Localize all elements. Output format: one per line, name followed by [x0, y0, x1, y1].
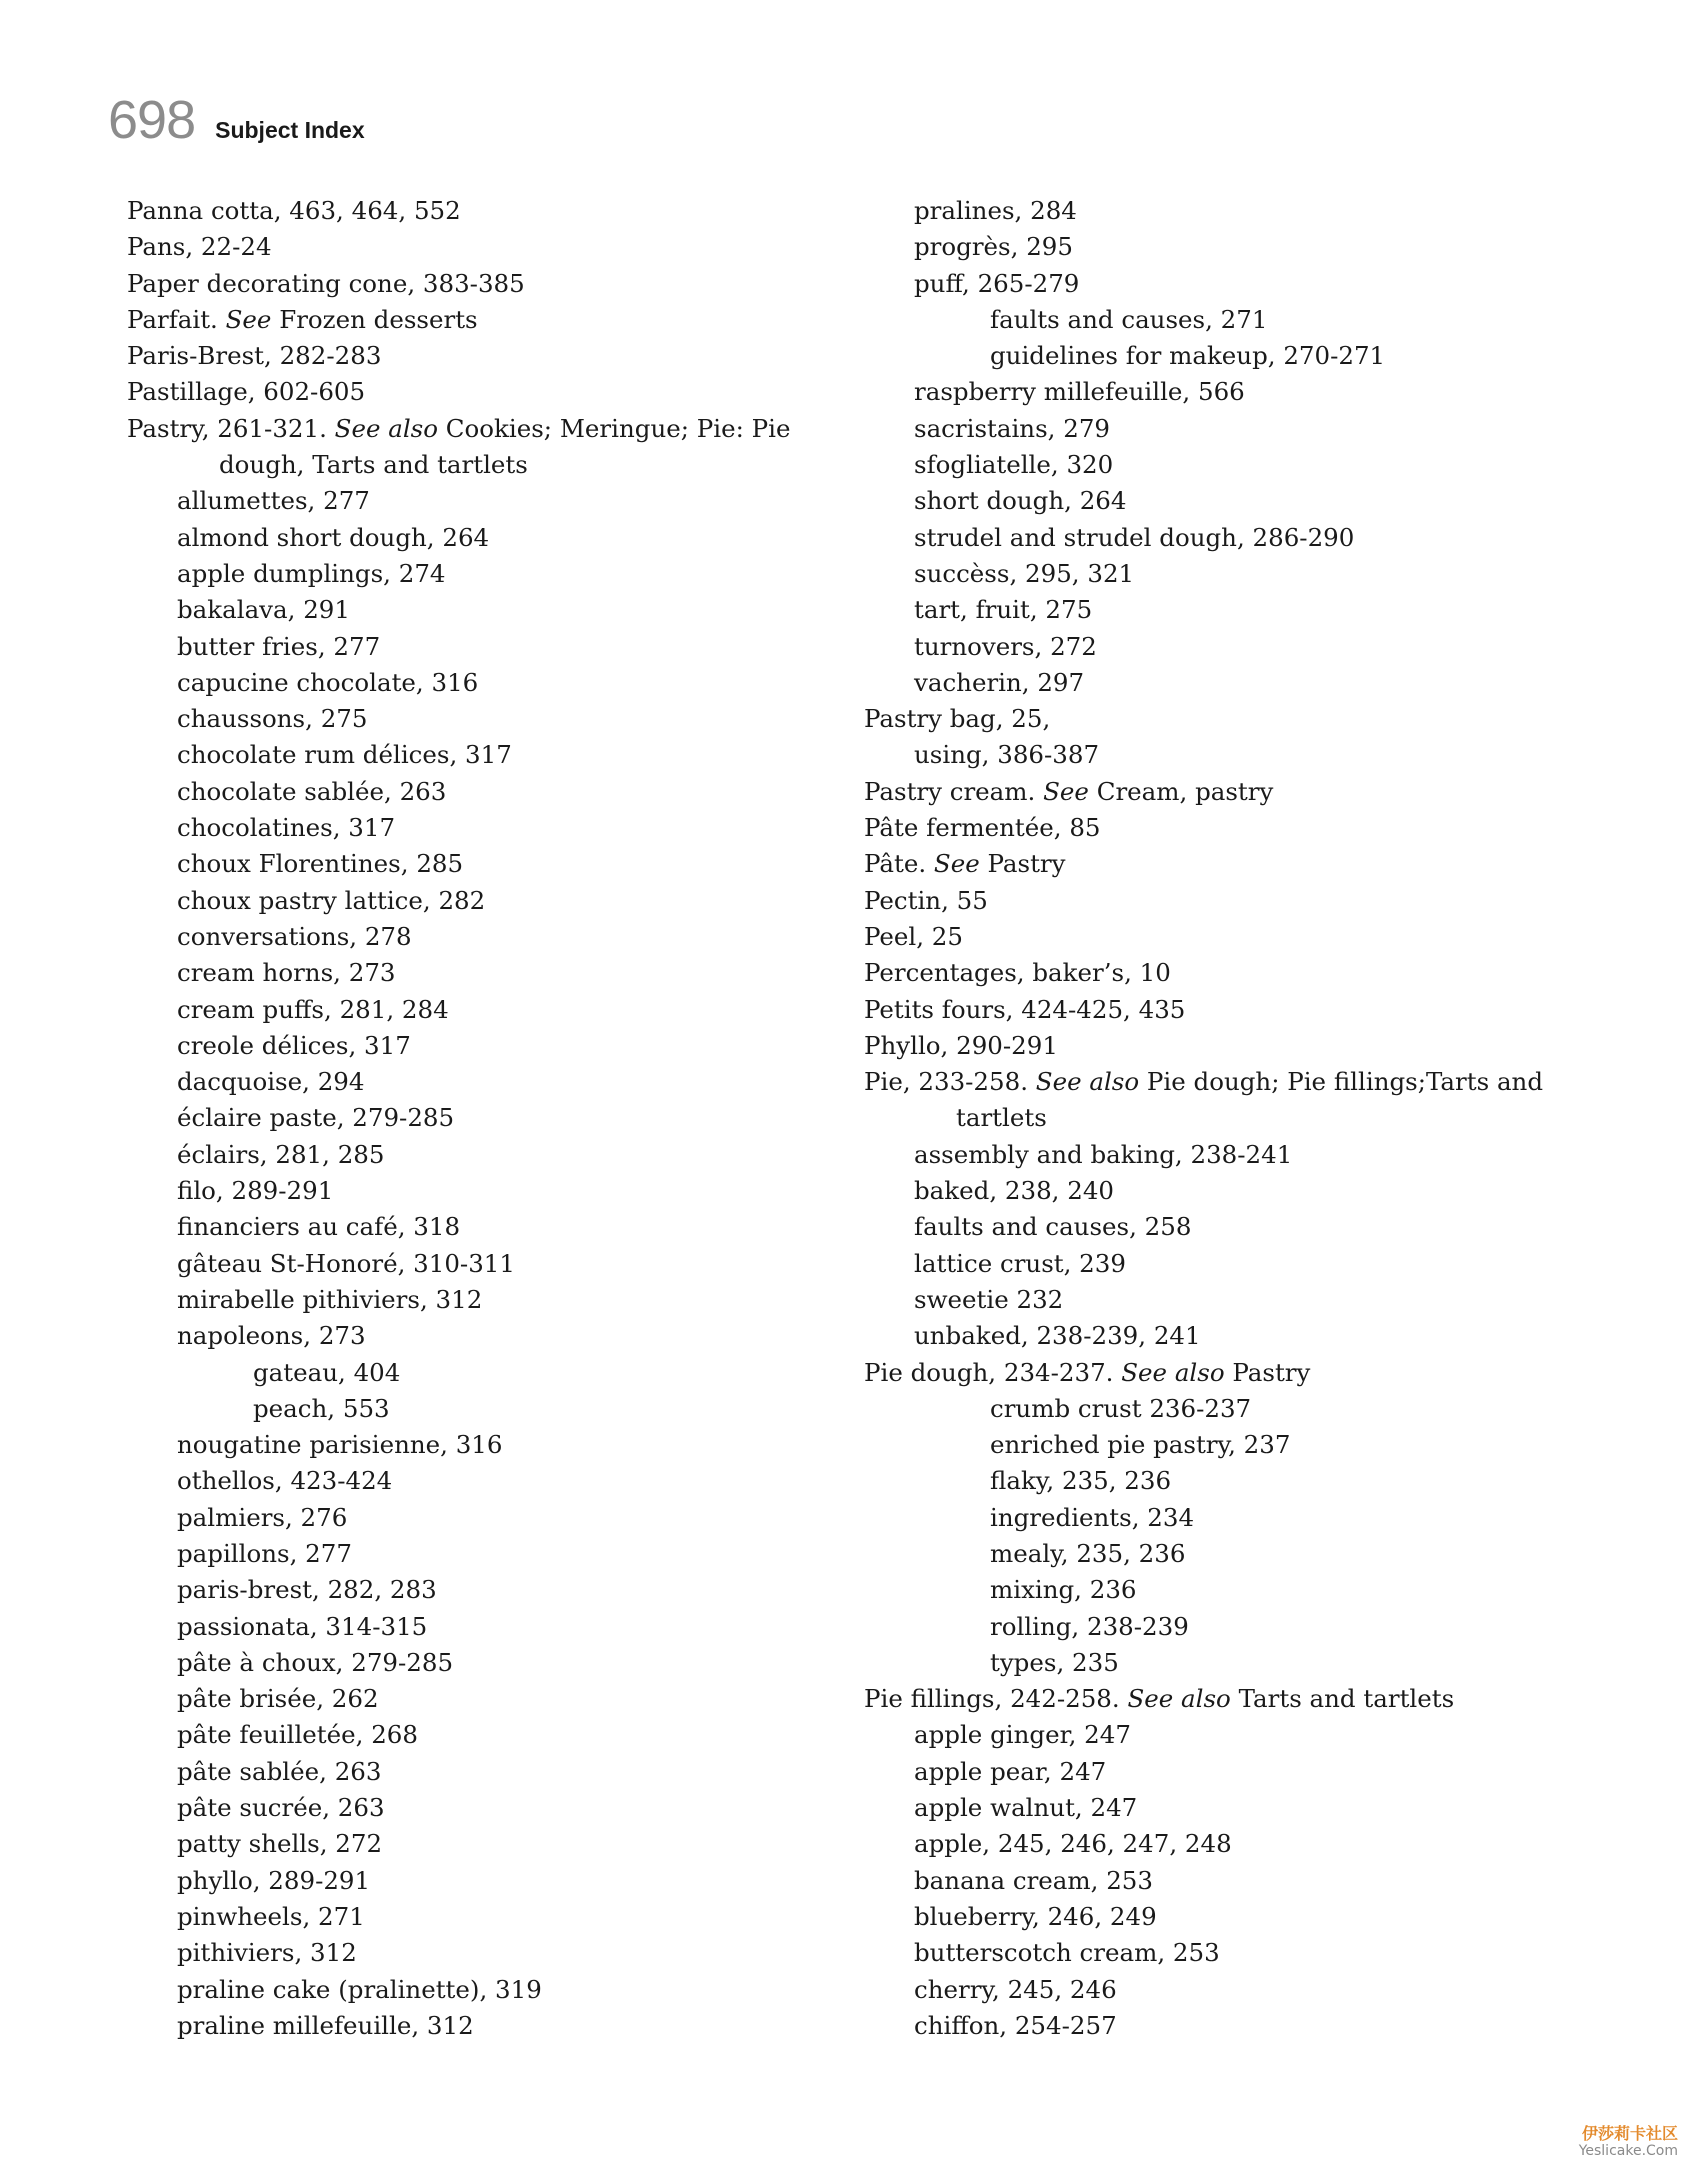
index-entry: capucine chocolate, 316: [177, 667, 479, 697]
index-entry: pralines, 284: [914, 196, 1077, 225]
index-entry: vacherin, 297: [914, 667, 1085, 697]
index-entry: sfogliatelle, 320: [914, 450, 1114, 480]
index-entry: creole délices, 317: [177, 1030, 411, 1060]
index-entry: Pastillage, 602-605: [127, 377, 366, 407]
index-entry: cherry, 245, 246: [914, 1974, 1117, 2004]
index-entry: flaky, 235, 236: [990, 1466, 1172, 1496]
index-entry: sweetie 232: [914, 1284, 1064, 1314]
index-entry: banana cream, 253: [914, 1865, 1153, 1895]
index-entry: passionata, 314-315: [177, 1611, 428, 1641]
index-entry: Pâte. See Pastry: [864, 849, 1066, 879]
index-entry: almond short dough, 264: [177, 522, 490, 552]
index-entry: faults and causes, 271: [990, 304, 1268, 334]
index-entry: Pie dough, 234-237. See also Pastry: [864, 1357, 1311, 1387]
index-entry: faults and causes, 258: [914, 1212, 1192, 1242]
index-entry: enriched pie pastry, 237: [990, 1430, 1291, 1460]
index-entry: cream puffs, 281, 284: [177, 994, 449, 1024]
index-entry: ingredients, 234: [990, 1502, 1195, 1532]
index-entry: conversations, 278: [177, 921, 412, 951]
index-entry: pâte brisée, 262: [177, 1684, 379, 1714]
index-entry: Paris-Brest, 282-283: [127, 341, 382, 371]
index-entry: Pie, 233-258. See also Pie dough; Pie fillings;Tarts and tartlets: [864, 1067, 1544, 1133]
index-entry: filo, 289-291: [177, 1176, 334, 1206]
index-entry: éclaire paste, 279-285: [177, 1103, 455, 1133]
index-column-left: [127, 193, 807, 2044]
index-entry: peach, 553: [253, 1393, 390, 1423]
index-entry: éclairs, 281, 285: [177, 1139, 385, 1169]
index-entry: baked, 238, 240: [914, 1176, 1114, 1206]
index-entry: Petits fours, 424-425, 435: [864, 994, 1186, 1024]
index-entry: papillons, 277: [177, 1538, 352, 1568]
see-reference: See also: [334, 413, 439, 443]
index-entry: cream horns, 273: [177, 958, 396, 988]
index-entry: chiffon, 254-257: [914, 2010, 1117, 2040]
index-entry: chaussons, 275: [177, 704, 368, 734]
index-entry: progrès, 295: [914, 232, 1073, 262]
index-entry: succèss, 295, 321: [914, 558, 1135, 588]
index-entry: blueberry, 246, 249: [914, 1901, 1157, 1931]
see-reference: See also: [1121, 1357, 1225, 1387]
index-entry: apple, 245, 246, 247, 248: [914, 1829, 1232, 1859]
see-reference: See: [225, 304, 272, 334]
index-entry: apple pear, 247: [914, 1756, 1107, 1786]
index-entry: allumettes, 277: [177, 486, 370, 516]
index-entry: apple dumplings, 274: [177, 558, 446, 588]
index-entry: butter fries, 277: [177, 631, 381, 661]
index-entry: gâteau St-Honoré, 310-311: [177, 1248, 515, 1278]
index-entry: choux Florentines, 285: [177, 849, 464, 879]
index-entry: nougatine parisienne, 316: [177, 1430, 503, 1460]
index-entry: guidelines for makeup, 270-271: [990, 341, 1386, 371]
index-entry: Pâte fermentée, 85: [864, 813, 1101, 843]
index-entry: Pectin, 55: [864, 885, 988, 915]
watermark-chinese-text: 伊莎莉卡社区: [1581, 2124, 1678, 2143]
index-entry: unbaked, 238-239, 241: [914, 1321, 1201, 1351]
index-entry: chocolate sablée, 263: [177, 776, 447, 806]
index-entry: Paper decorating cone, 383-385: [127, 268, 525, 298]
index-entry: Pastry cream. See Cream, pastry: [864, 776, 1274, 806]
index-entry: praline cake (pralinette), 319: [177, 1974, 542, 2004]
see-reference: See also: [1035, 1067, 1140, 1097]
index-entry: pâte sucrée, 263: [177, 1793, 385, 1823]
index-column-right: [864, 193, 1584, 2044]
index-entry: phyllo, 289-291: [177, 1865, 371, 1895]
index-entry: apple walnut, 247: [914, 1793, 1138, 1823]
index-entry: strudel and strudel dough, 286-290: [914, 522, 1355, 552]
watermark: [1579, 2125, 1678, 2159]
index-entry: Pans, 22-24: [127, 232, 272, 262]
watermark-site-text: Yeslicake.Com: [1578, 2143, 1678, 2159]
index-entry: sacristains, 279: [914, 413, 1110, 443]
index-entry: dacquoise, 294: [177, 1067, 365, 1097]
index-entry: using, 386-387: [914, 740, 1100, 770]
index-entry: pithiviers, 312: [177, 1938, 357, 1968]
index-entry: pinwheels, 271: [177, 1901, 365, 1931]
index-entry: puff, 265-279: [914, 268, 1080, 298]
see-reference: See also: [1127, 1684, 1231, 1714]
index-entry: rolling, 238-239: [990, 1611, 1189, 1641]
index-entry: Pastry bag, 25,: [864, 704, 1051, 734]
index-entry: Peel, 25: [864, 921, 963, 951]
index-entry: mirabelle pithiviers, 312: [177, 1284, 483, 1314]
index-entry: praline millefeuille, 312: [177, 2010, 474, 2040]
index-entry: assembly and baking, 238-241: [914, 1139, 1293, 1169]
index-entry: pâte feuilletée, 268: [177, 1720, 418, 1750]
index-entry: crumb crust 236-237: [990, 1393, 1252, 1423]
index-entry: Phyllo, 290-291: [864, 1030, 1058, 1060]
index-entry: chocolate rum délices, 317: [177, 740, 512, 770]
index-entry: Pastry, 261-321. See also Cookies; Meringue; Pie: Pie dough, Tarts and tartlets: [127, 413, 791, 480]
index-entry: financiers au café, 318: [177, 1212, 461, 1242]
running-head: Subject Index: [215, 117, 365, 143]
page-header: [108, 90, 365, 150]
index-entry: lattice crust, 239: [914, 1248, 1126, 1278]
index-entry: mixing, 236: [990, 1575, 1137, 1605]
index-entry: Parfait. See Frozen desserts: [127, 304, 478, 334]
page-number: 698: [108, 90, 196, 150]
index-entry: types, 235: [990, 1647, 1119, 1677]
index-entry: Panna cotta, 463, 464, 552: [127, 196, 461, 225]
see-reference: See: [1043, 776, 1089, 806]
index-entry: chocolatines, 317: [177, 813, 396, 843]
index-entry: choux pastry lattice, 282: [177, 885, 486, 915]
see-reference: See: [933, 849, 980, 879]
index-entry: patty shells, 272: [177, 1829, 383, 1859]
index-entry: butterscotch cream, 253: [914, 1938, 1220, 1968]
index-entry: Percentages, baker’s, 10: [864, 958, 1171, 988]
index-entry: pâte sablée, 263: [177, 1756, 382, 1786]
index-entry: apple ginger, 247: [914, 1720, 1131, 1750]
index-entry: raspberry millefeuille, 566: [914, 377, 1245, 407]
index-entry: turnovers, 272: [914, 631, 1097, 661]
index-entry: pâte à choux, 279-285: [177, 1647, 454, 1677]
index-entry: tart, fruit, 275: [914, 595, 1093, 625]
index-entry: paris-brest, 282, 283: [177, 1575, 437, 1605]
index-entry: Pie fillings, 242-258. See also Tarts and tartlets: [864, 1684, 1455, 1714]
index-entry: short dough, 264: [914, 486, 1127, 516]
index-entry: palmiers, 276: [177, 1502, 348, 1532]
index-entry: othellos, 423-424: [177, 1466, 393, 1496]
index-entry: mealy, 235, 236: [990, 1538, 1186, 1568]
index-entry: bakalava, 291: [177, 595, 350, 625]
index-entry: gateau, 404: [253, 1357, 401, 1387]
index-entry: napoleons, 273: [177, 1321, 366, 1351]
